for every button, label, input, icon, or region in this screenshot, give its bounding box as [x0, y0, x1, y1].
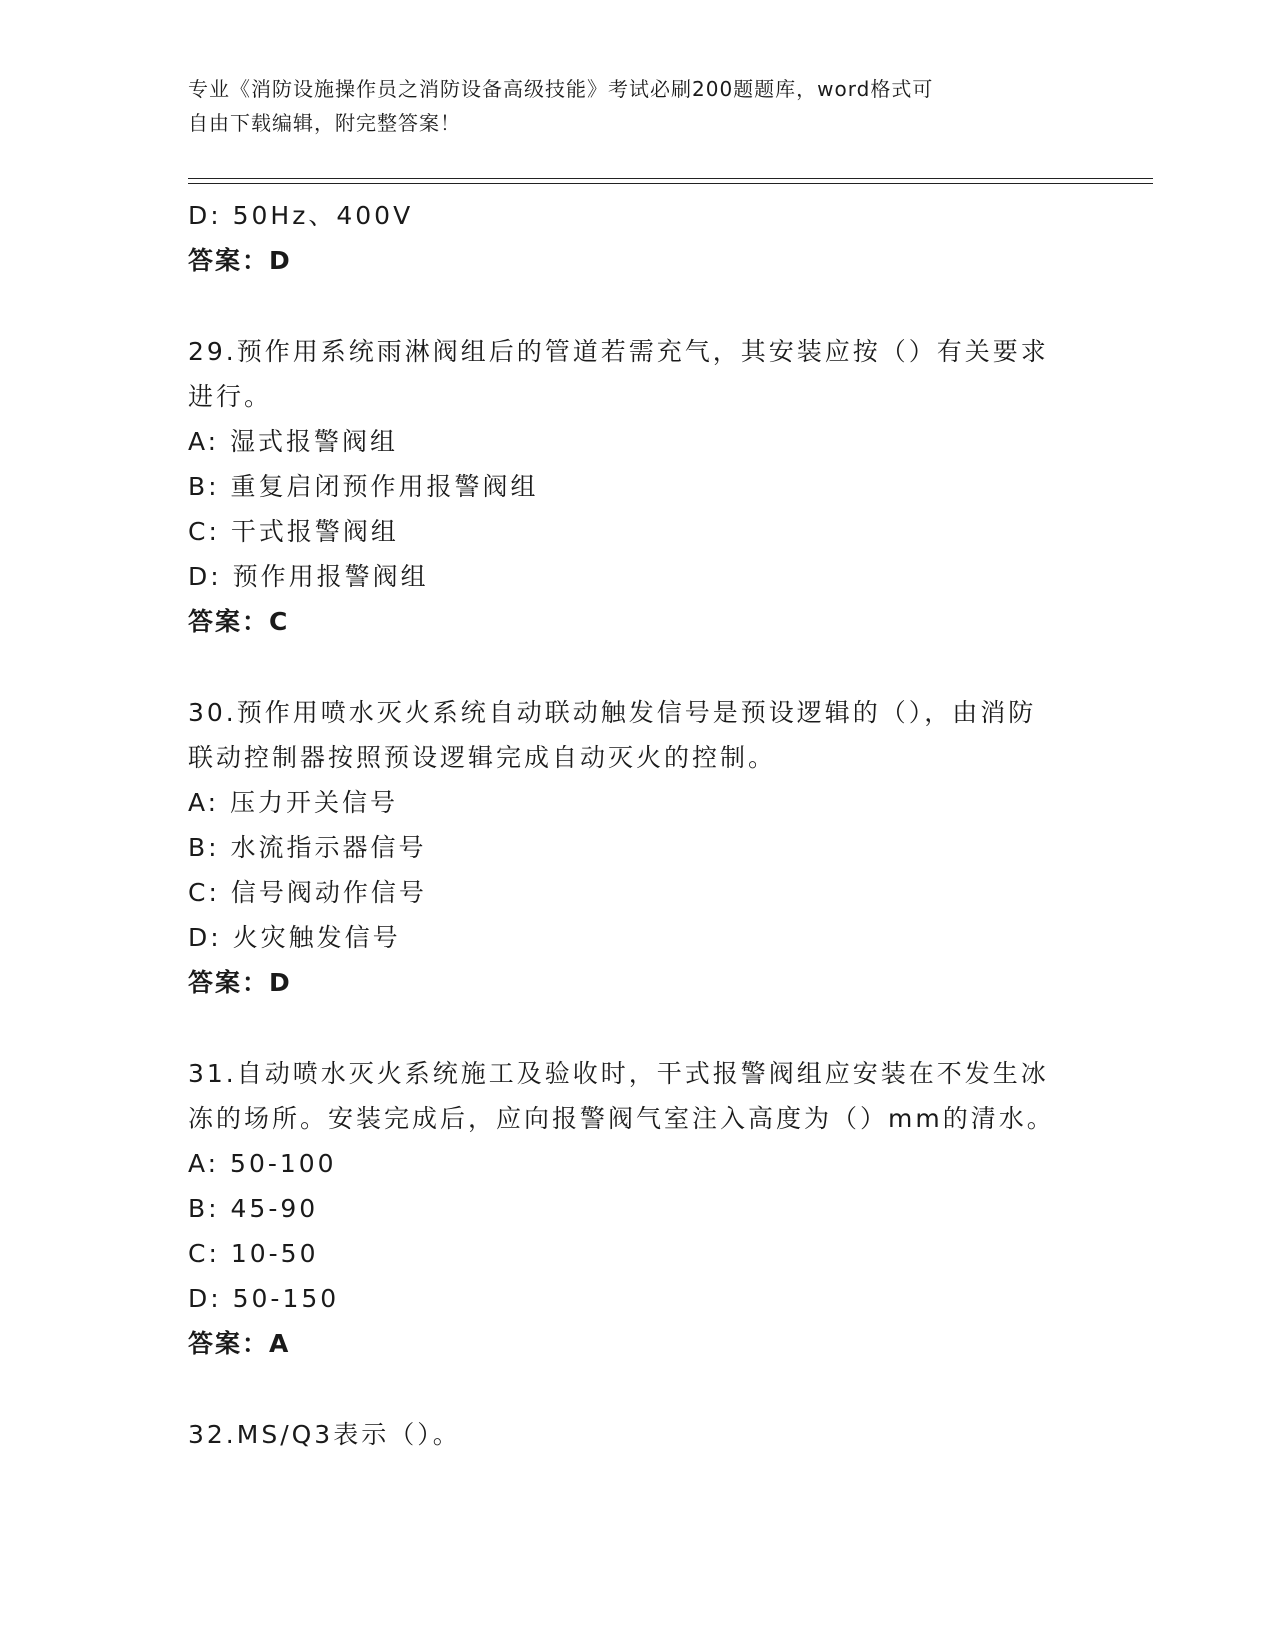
option-b: B: 重复启闭预作用报警阀组 [188, 472, 539, 501]
answer: 答案：D [188, 246, 292, 275]
option-d: D: 50Hz、400V [188, 201, 414, 230]
question-text-line-2: 联动控制器按照预设逻辑完成自动灭火的控制。 [188, 743, 777, 772]
header-divider-top [188, 178, 1153, 179]
option-c: C: 干式报警阀组 [188, 517, 399, 546]
question-29 [188, 329, 1088, 644]
question-text-line-1: 31.自动喷水灭火系统施工及验收时，干式报警阀组应安装在不发生冰 [188, 1059, 1049, 1088]
header-line-1: 专业《消防设施操作员之消防设备高级技能》考试必刷200题题库，word格式可 [188, 77, 934, 101]
answer: 答案：A [188, 1329, 291, 1358]
question-text-line-1: 32.MS/Q3表示（）。 [188, 1420, 461, 1449]
header-divider-bottom [188, 183, 1153, 184]
question-31 [188, 1051, 1088, 1366]
option-c: C: 10-50 [188, 1239, 319, 1268]
option-a: A: 湿式报警阀组 [188, 427, 399, 456]
option-c: C: 信号阀动作信号 [188, 878, 427, 907]
option-d: D: 火灾触发信号 [188, 923, 401, 952]
answer: 答案：D [188, 968, 292, 997]
question-text-line-2: 进行。 [188, 382, 273, 411]
option-b: B: 水流指示器信号 [188, 833, 427, 862]
question-text-line-1: 30.预作用喷水灭火系统自动联动触发信号是预设逻辑的（），由消防 [188, 698, 1037, 727]
document-header [188, 72, 1068, 140]
option-d: D: 预作用报警阀组 [188, 562, 429, 591]
previous-question-tail [188, 193, 1088, 283]
option-d: D: 50-150 [188, 1284, 340, 1313]
option-a: A: 50-100 [188, 1149, 337, 1178]
question-30 [188, 690, 1088, 1005]
document-body [188, 193, 1088, 1457]
header-line-2: 自由下载编辑，附完整答案！ [188, 111, 461, 135]
option-b: B: 45-90 [188, 1194, 319, 1223]
question-text-line-1: 29.预作用系统雨淋阀组后的管道若需充气，其安装应按（）有关要求 [188, 337, 1049, 366]
question-text-line-2: 冻的场所。安装完成后，应向报警阀气室注入高度为（）mm的清水。 [188, 1104, 1055, 1133]
question-32 [188, 1412, 1088, 1457]
answer: 答案：C [188, 607, 290, 636]
option-a: A: 压力开关信号 [188, 788, 399, 817]
